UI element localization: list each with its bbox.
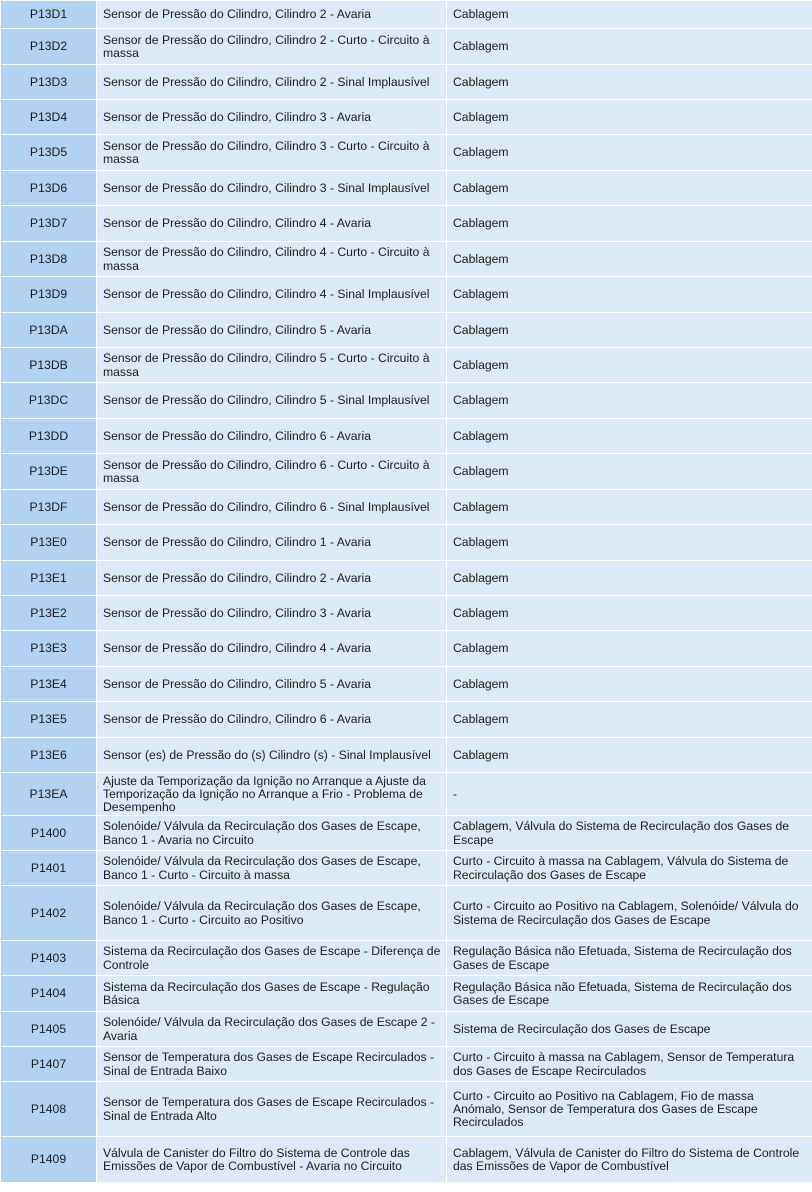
cause-cell: Cablagem xyxy=(447,313,812,348)
fault-code-cell: P13EA xyxy=(1,773,97,816)
description-cell: Sensor de Pressão do Cilindro, Cilindro 3 - Avaria xyxy=(97,596,447,631)
description-cell: Sensor de Pressão do Cilindro, Cilindro 2 - Curto - Circuito à massa xyxy=(97,29,447,65)
cause-cell: Curto - Circuito à massa na Cablagem, Sensor de Temperatura dos Gases de Escape Recirculados xyxy=(447,1047,812,1082)
fault-code-cell: P13DE xyxy=(1,454,97,490)
cause-cell: Cablagem xyxy=(447,667,812,702)
table-row xyxy=(1,941,812,976)
description-cell: Sensor de Pressão do Cilindro, Cilindro 3 - Avaria xyxy=(97,100,447,135)
fault-code-cell: P13DB xyxy=(1,348,97,383)
table-row xyxy=(1,383,812,419)
description-cell: Válvula de Canister do Filtro do Sistema de Controle das Emissões de Vapor de Combustível - Avaria no Circuito xyxy=(97,1137,447,1183)
table-row xyxy=(1,29,812,65)
description-cell: Sensor de Pressão do Cilindro, Cilindro 4 - Avaria xyxy=(97,206,447,242)
table-row xyxy=(1,135,812,171)
table-row xyxy=(1,1047,812,1082)
description-cell: Sistema da Recirculação dos Gases de Escape - Diferença de Controle xyxy=(97,941,447,976)
fault-code-cell: P1408 xyxy=(1,1082,97,1137)
fault-code-cell: P13D6 xyxy=(1,171,97,206)
fault-code-cell: P13E4 xyxy=(1,667,97,702)
description-cell: Sensor de Temperatura dos Gases de Escape Recirculados - Sinal de Entrada Baixo xyxy=(97,1047,447,1082)
cause-cell: Curto - Circuito ao Positivo na Cablagem, Solenóide/ Válvula do Sistema de Recirculação dos Gases de Escape xyxy=(447,886,812,941)
cause-cell: Cablagem xyxy=(447,171,812,206)
fault-code-cell: P1401 xyxy=(1,851,97,886)
fault-code-cell: P13D4 xyxy=(1,100,97,135)
table-row xyxy=(1,816,812,851)
fault-code-cell: P13D2 xyxy=(1,29,97,65)
description-cell: Sensor de Pressão do Cilindro, Cilindro 5 - Avaria xyxy=(97,667,447,702)
description-cell: Sensor de Pressão do Cilindro, Cilindro 1 - Avaria xyxy=(97,525,447,561)
cause-cell: Regulação Básica não Efetuada, Sistema de Recirculação dos Gases de Escape xyxy=(447,941,812,976)
description-cell: Sensor (es) de Pressão do (s) Cilindro (s) - Sinal Implausível xyxy=(97,738,447,773)
cause-cell: Cablagem, Válvula do Sistema de Recirculação dos Gases de Escape xyxy=(447,816,812,851)
fault-code-cell: P13E2 xyxy=(1,596,97,631)
fault-code-cell: P1409 xyxy=(1,1137,97,1183)
fault-code-cell: P13D8 xyxy=(1,242,97,277)
table-row xyxy=(1,702,812,738)
cause-cell: Sistema de Recirculação dos Gases de Escape xyxy=(447,1012,812,1047)
table-row xyxy=(1,596,812,631)
table-row xyxy=(1,348,812,383)
fault-code-cell: P13DF xyxy=(1,490,97,525)
description-cell: Solenóide/ Válvula da Recirculação dos Gases de Escape, Banco 1 - Avaria no Circuito xyxy=(97,816,447,851)
table-row xyxy=(1,1137,812,1183)
table-row xyxy=(1,419,812,454)
description-cell: Solenóide/ Válvula da Recirculação dos Gases de Escape, Banco 1 - Curto - Circuito à massa xyxy=(97,851,447,886)
table-row xyxy=(1,738,812,773)
table-row xyxy=(1,454,812,490)
fault-code-cell: P13DC xyxy=(1,383,97,419)
fault-code-cell: P13D3 xyxy=(1,65,97,100)
description-cell: Sensor de Pressão do Cilindro, Cilindro 6 - Sinal Implausível xyxy=(97,490,447,525)
cause-cell: Cablagem xyxy=(447,277,812,313)
fault-code-cell: P13DA xyxy=(1,313,97,348)
description-cell: Sensor de Pressão do Cilindro, Cilindro 2 - Avaria xyxy=(97,561,447,596)
fault-code-cell: P13E0 xyxy=(1,525,97,561)
description-cell: Sensor de Pressão do Cilindro, Cilindro 2 - Avaria xyxy=(97,1,447,29)
fault-code-cell: P13E1 xyxy=(1,561,97,596)
fault-code-cell: P1400 xyxy=(1,816,97,851)
cause-cell: Cablagem xyxy=(447,29,812,65)
table-row xyxy=(1,773,812,816)
table-row xyxy=(1,886,812,941)
fault-code-cell: P1404 xyxy=(1,976,97,1012)
cause-cell: Cablagem xyxy=(447,206,812,242)
table-row xyxy=(1,100,812,135)
description-cell: Sensor de Pressão do Cilindro, Cilindro 6 - Avaria xyxy=(97,702,447,738)
table-row xyxy=(1,631,812,667)
description-cell: Sensor de Pressão do Cilindro, Cilindro 5 - Sinal Implausível xyxy=(97,383,447,419)
cause-cell: Cablagem, Válvula de Canister do Filtro do Sistema de Controle das Emissões de Vapor de Combustível xyxy=(447,1137,812,1183)
cause-cell: Cablagem xyxy=(447,561,812,596)
fault-code-cell: P1405 xyxy=(1,1012,97,1047)
table-row xyxy=(1,206,812,242)
table-row xyxy=(1,171,812,206)
fault-code-cell: P13E5 xyxy=(1,702,97,738)
fault-code-cell: P1407 xyxy=(1,1047,97,1082)
description-cell: Sensor de Pressão do Cilindro, Cilindro 5 - Curto - Circuito à massa xyxy=(97,348,447,383)
cause-cell: Cablagem xyxy=(447,383,812,419)
cause-cell: Cablagem xyxy=(447,631,812,667)
table-row xyxy=(1,667,812,702)
table-row xyxy=(1,277,812,313)
table-row xyxy=(1,976,812,1012)
table-row xyxy=(1,313,812,348)
fault-code-cell: P13DD xyxy=(1,419,97,454)
fault-code-cell: P13D9 xyxy=(1,277,97,313)
fault-code-cell: P1403 xyxy=(1,941,97,976)
fault-code-cell: P13E6 xyxy=(1,738,97,773)
cause-cell: Cablagem xyxy=(447,490,812,525)
description-cell: Solenóide/ Válvula da Recirculação dos Gases de Escape, Banco 1 - Curto - Circuito ao Positivo xyxy=(97,886,447,941)
table-row xyxy=(1,65,812,100)
description-cell: Sensor de Pressão do Cilindro, Cilindro 4 - Avaria xyxy=(97,631,447,667)
table-row xyxy=(1,851,812,886)
description-cell: Ajuste da Temporização da Ignição no Arranque a Ajuste da Temporização da Ignição no Arranque a Frio - Problema de Desempenho xyxy=(97,773,447,816)
fault-code-cell: P13D5 xyxy=(1,135,97,171)
description-cell: Sensor de Pressão do Cilindro, Cilindro 3 - Sinal Implausível xyxy=(97,171,447,206)
description-cell: Sensor de Pressão do Cilindro, Cilindro 3 - Curto - Circuito à massa xyxy=(97,135,447,171)
description-cell: Sensor de Temperatura dos Gases de Escape Recirculados - Sinal de Entrada Alto xyxy=(97,1082,447,1137)
description-cell: Solenóide/ Válvula da Recirculação dos Gases de Escape 2 - Avaria xyxy=(97,1012,447,1047)
table-row xyxy=(1,242,812,277)
fault-code-cell: P13E3 xyxy=(1,631,97,667)
cause-cell: Cablagem xyxy=(447,702,812,738)
description-cell: Sistema da Recirculação dos Gases de Escape - Regulação Básica xyxy=(97,976,447,1012)
cause-cell: Regulação Básica não Efetuada, Sistema de Recirculação dos Gases de Escape xyxy=(447,976,812,1012)
table-row xyxy=(1,525,812,561)
cause-cell: Cablagem xyxy=(447,348,812,383)
description-cell: Sensor de Pressão do Cilindro, Cilindro 4 - Curto - Circuito à massa xyxy=(97,242,447,277)
table-row xyxy=(1,1012,812,1047)
cause-cell: Cablagem xyxy=(447,454,812,490)
fault-code-cell: P13D7 xyxy=(1,206,97,242)
cause-cell: Cablagem xyxy=(447,1,812,29)
description-cell: Sensor de Pressão do Cilindro, Cilindro 6 - Avaria xyxy=(97,419,447,454)
cause-cell: Curto - Circuito à massa na Cablagem, Válvula do Sistema de Recirculação dos Gases de Escape xyxy=(447,851,812,886)
table-body xyxy=(1,1,812,1183)
cause-cell: Cablagem xyxy=(447,135,812,171)
description-cell: Sensor de Pressão do Cilindro, Cilindro 6 - Curto - Circuito à massa xyxy=(97,454,447,490)
cause-cell: Cablagem xyxy=(447,525,812,561)
cause-cell: Cablagem xyxy=(447,738,812,773)
table-row xyxy=(1,1,812,29)
fault-code-cell: P13D1 xyxy=(1,1,97,29)
cause-cell: Cablagem xyxy=(447,65,812,100)
fault-code-cell: P1402 xyxy=(1,886,97,941)
description-cell: Sensor de Pressão do Cilindro, Cilindro 5 - Avaria xyxy=(97,313,447,348)
cause-cell: Cablagem xyxy=(447,100,812,135)
cause-cell: - xyxy=(447,773,812,816)
cause-cell: Curto - Circuito ao Positivo na Cablagem, Fio de massa Anómalo, Sensor de Temperatura dos Gases de Escape Recirculados xyxy=(447,1082,812,1137)
table-row xyxy=(1,490,812,525)
table-row xyxy=(1,1082,812,1137)
cause-cell: Cablagem xyxy=(447,596,812,631)
description-cell: Sensor de Pressão do Cilindro, Cilindro 2 - Sinal Implausível xyxy=(97,65,447,100)
cause-cell: Cablagem xyxy=(447,242,812,277)
table-row xyxy=(1,561,812,596)
cause-cell: Cablagem xyxy=(447,419,812,454)
description-cell: Sensor de Pressão do Cilindro, Cilindro 4 - Sinal Implausível xyxy=(97,277,447,313)
